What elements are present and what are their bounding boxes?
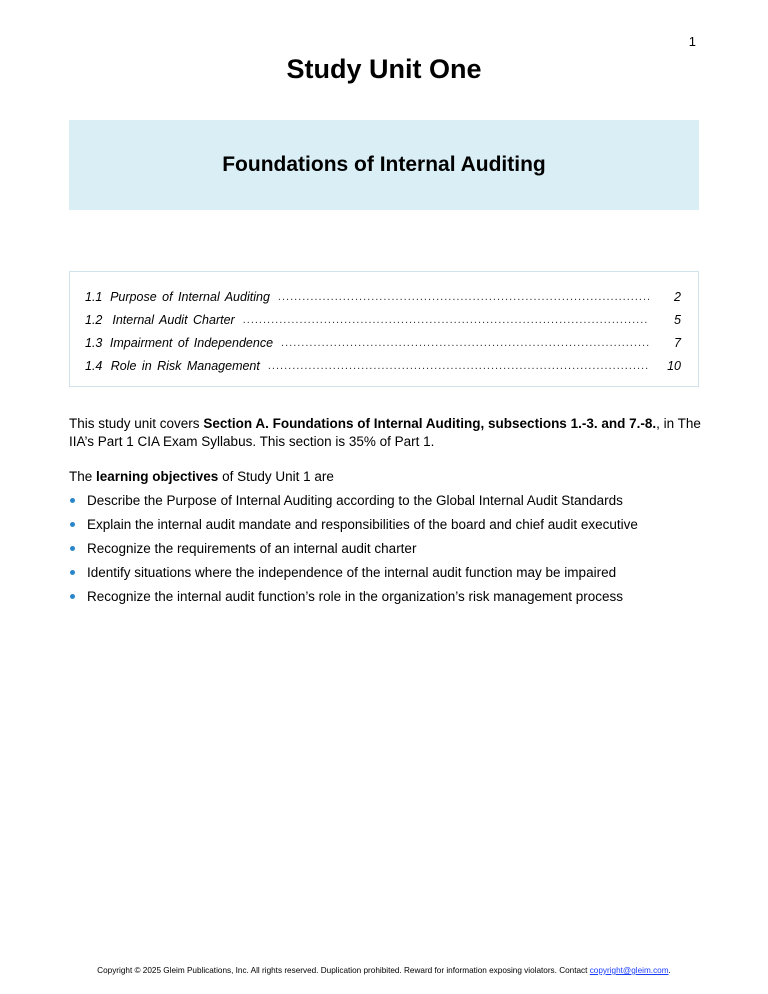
objective-text: Explain the internal audit mandate and responsibilities of the board and chief audit executive <box>87 517 638 532</box>
study-unit-title: Study Unit One <box>286 54 482 84</box>
intro-section-reference: Section A. Foundations of Internal Auditing, subsections 1.-3. and 7.-8. <box>203 416 657 431</box>
objective-text: Describe the Purpose of Internal Auditing according to the Global Internal Audit Standards <box>87 493 623 508</box>
toc-leader-dots <box>268 360 649 372</box>
toc-number: 1.1 <box>85 289 103 304</box>
objective-text: Recognize the requirements of an internal audit charter <box>87 541 417 556</box>
section-title-band <box>69 120 699 210</box>
objectives-lead-text: The <box>69 469 97 484</box>
toc-leader-dots <box>278 291 650 303</box>
objective-text: Recognize the internal audit function’s role in the organization’s risk management process <box>87 589 624 604</box>
toc-page: 10 <box>667 358 681 373</box>
list-item <box>69 492 709 516</box>
toc-row-1-1[interactable] <box>70 285 698 308</box>
objectives-lead-bold: learning objectives <box>96 469 219 484</box>
toc-title: Internal Audit Charter <box>112 312 235 327</box>
toc-title: Purpose of Internal Auditing <box>110 289 270 304</box>
section-title: Foundations of Internal Auditing <box>222 153 546 176</box>
toc-row-1-2[interactable] <box>70 308 698 331</box>
toc-page: 2 <box>674 289 681 304</box>
objectives-lead-text-end: of Study Unit 1 are <box>218 469 334 484</box>
toc-row-1-4[interactable] <box>70 354 698 377</box>
toc-title: Role in Risk Management <box>110 358 260 373</box>
objective-text: Identify situations where the independence of the internal audit function may be impaired <box>87 565 617 580</box>
bullet-icon <box>70 546 75 551</box>
intro-text-end: , in The IIA’s Part 1 CIA Exam Syllabus. This section is 35% of Part 1. <box>69 416 701 449</box>
page-number: 1 <box>688 34 696 49</box>
toc-row-1-3[interactable] <box>70 331 698 354</box>
list-item <box>69 540 709 564</box>
bullet-icon <box>70 570 75 575</box>
list-item <box>69 588 709 612</box>
toc-leader-dots <box>243 314 648 326</box>
copyright-period: . <box>668 966 671 975</box>
bullet-icon <box>70 594 75 599</box>
bullet-icon <box>70 498 75 503</box>
objectives-lead <box>69 469 334 484</box>
bullet-icon <box>70 522 75 527</box>
toc-leader-dots <box>281 337 650 349</box>
intro-text: This study unit covers <box>69 416 204 431</box>
toc-number: 1.2 <box>85 312 103 327</box>
copyright-email-link[interactable]: copyright@gleim.com <box>589 966 669 975</box>
toc-title: Impairment of Independence <box>109 335 274 350</box>
list-item <box>69 516 709 540</box>
toc-page: 5 <box>674 312 681 327</box>
learning-objectives-list <box>69 492 709 612</box>
copyright-footer <box>0 966 768 975</box>
toc-number: 1.4 <box>85 358 103 373</box>
table-of-contents <box>69 271 699 387</box>
toc-number: 1.3 <box>85 335 103 350</box>
copyright-text: Copyright © 2025 Gleim Publications, Inc. All rights reserved. Duplication prohibited. Reward for information exposing violators. Contact <box>97 966 590 975</box>
list-item <box>69 564 709 588</box>
toc-page: 7 <box>674 335 681 350</box>
intro-paragraph <box>69 415 704 451</box>
